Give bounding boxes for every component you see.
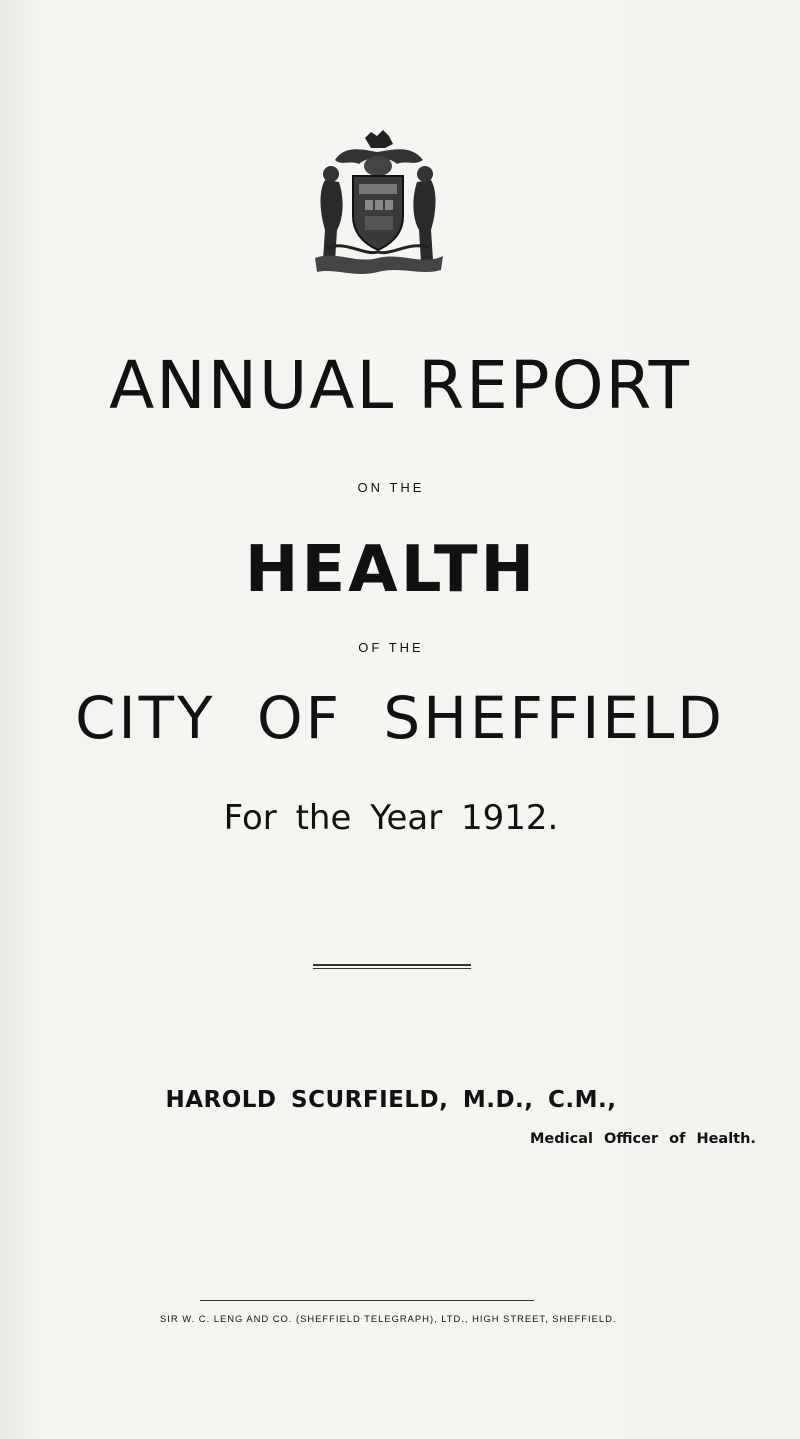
of-the-label: OF THE bbox=[358, 640, 424, 655]
divider-rule bbox=[313, 964, 471, 969]
city-name: CITY OF SHEFFIELD bbox=[75, 684, 725, 752]
footer-rule bbox=[200, 1300, 534, 1301]
coat-of-arms-icon bbox=[305, 130, 451, 278]
author-title: Medical Officer of Health. bbox=[530, 1131, 756, 1147]
on-the-label: ON THE bbox=[357, 480, 425, 495]
report-title: ANNUAL REPORT bbox=[109, 347, 691, 424]
report-year: For the Year 1912. bbox=[223, 798, 559, 838]
report-subject: HEALTH bbox=[244, 533, 538, 607]
printer-imprint: SIR W. C. LENG AND CO. (SHEFFIELD TELEGRAPH), LTD., HIGH STREET, SHEFFIELD. bbox=[160, 1313, 617, 1324]
author-name: HAROLD SCURFIELD, M.D., C.M., bbox=[165, 1087, 617, 1113]
